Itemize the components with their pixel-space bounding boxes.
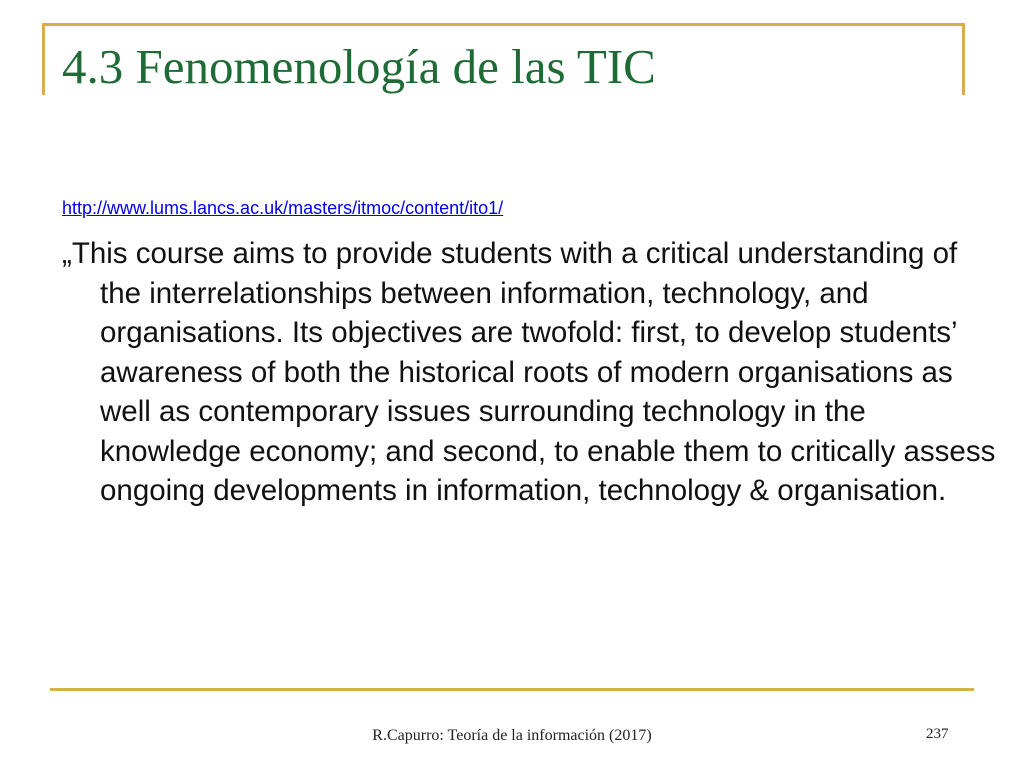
slide-title: 4.3 Fenomenología de las TIC [62, 39, 656, 94]
page-number: 237 [926, 726, 949, 742]
frame-left-line [42, 23, 45, 95]
footer-divider [50, 688, 974, 691]
frame-top-line [42, 23, 964, 26]
course-link[interactable]: http://www.lums.lancs.ac.uk/masters/itmoc/content/ito1/ [62, 198, 504, 218]
footer-text: R.Capurro: Teoría de la información (2017) [372, 727, 652, 744]
frame-right-line [962, 23, 965, 95]
quote-paragraph: „This course aims to provide students with a critical understanding of the interrelationships between information, technology, and organisations. Its objectives are twofold: first, to develop students’ awareness of both the historical roots of modern organisations as well as contemporary issues surrounding technology in the knowledge economy; and second, to enable them to critically assess ongoing developments in information, technology & organisation. [62, 237, 996, 507]
